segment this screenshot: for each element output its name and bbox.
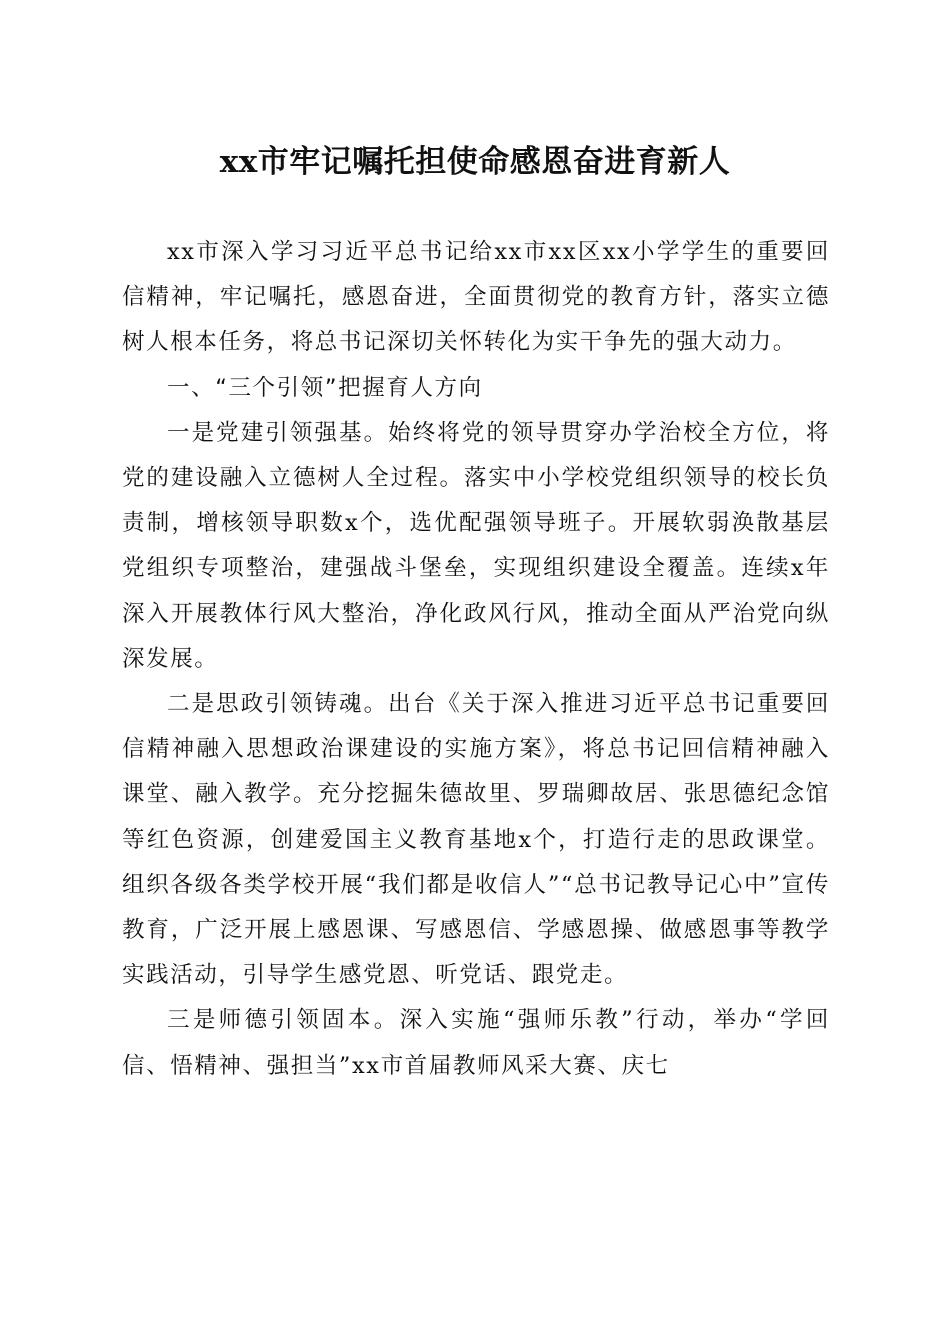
paragraph-text: 深入实施“强师乐教”行动，举办“学回信、悟精神、强担当”xx市首届教师风采大赛、庆七 (122, 1007, 830, 1079)
paragraph-ideological (122, 682, 830, 998)
paragraph-text: 出台《关于深入推进习近平总书记重要回信精神融入思想政治课建设的实施方案》，将总书记回信精神融入课堂、融入教学。充分挖掘朱德故里、罗瑞卿故居、张思德纪念馆等红色资源，创建爱国主义教育基地x个，打造行走的思政课堂。组织各级各类学校开展“我们都是收信人”“总书记教导记心中”宣传教育，广泛开展上感恩课、写感恩信、学感恩操、做感恩事等教学实践活动，引导学生感党恩、听党话、跟党走。 (122, 691, 830, 989)
paragraph-party-building (122, 411, 830, 682)
document-title: xx市牢记嘱托担使命感恩奋进育新人 (219, 144, 731, 180)
paragraph-teacher-ethics (122, 998, 830, 1088)
paragraph-lead: 三是师德引领固本。 (167, 1007, 400, 1034)
section-heading: 一、“三个引领”把握育人方向 (167, 374, 483, 401)
document-body (122, 230, 830, 1089)
intro-paragraph: xx市深入学习习近平总书记给xx市xx区xx小学学生的重要回信精神，牢记嘱托，感恩奋进，全面贯彻党的教育方针，落实立德树人根本任务，将总书记深切关怀转化为实干争先的强大动力。 (122, 239, 830, 356)
paragraph-text: 始终将党的领导贯穿办学治校全方位，将党的建设融入立德树人全过程。落实中小学校党组织领导的校长负责制，增核领导职数x个，选优配强领导班子。开展软弱涣散基层党组织专项整治，建强战斗堡垒，实现组织建设全覆盖。连续x年深入开展教体行风大整治，净化政风行风，推动全面从严治党向纵深发展。 (122, 419, 830, 672)
paragraph-lead: 一是党建引领强基。 (167, 419, 389, 446)
paragraph-lead: 二是思政引领铸魂。 (167, 691, 389, 718)
